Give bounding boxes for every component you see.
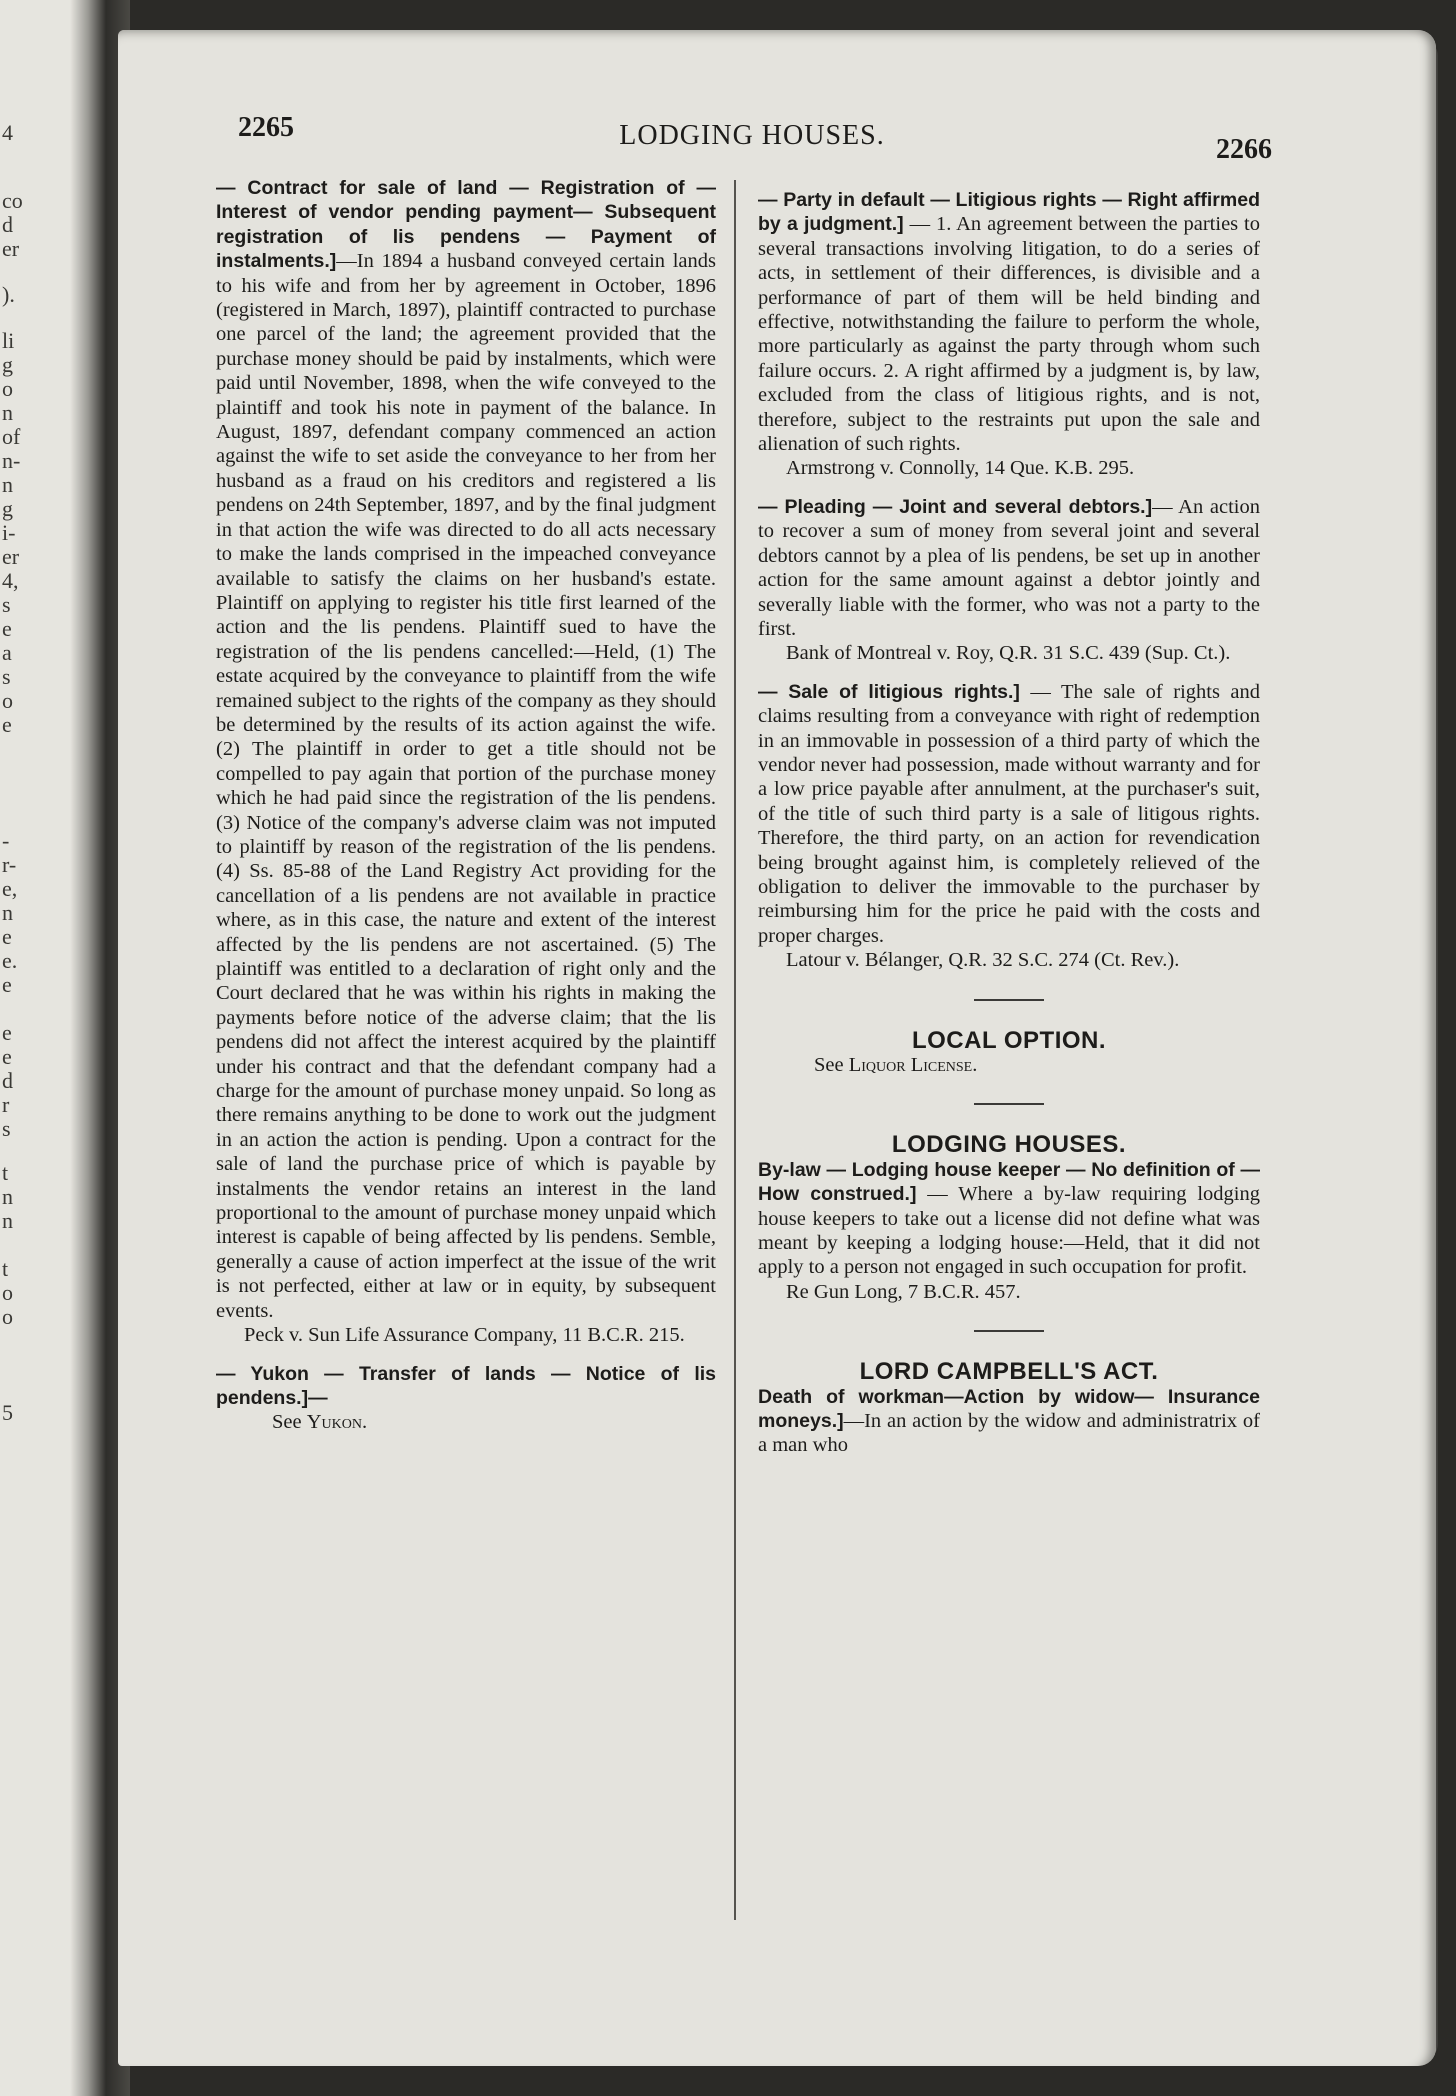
margin-fragment: o	[2, 688, 13, 713]
entry-body: — An action to recover a sum of money from several joint and several debtors cannot by a plea of lis pendens, be set up in another action for the same amount against a debtor jointly and severally liable with the former, who was not a party to the first.	[758, 495, 1260, 640]
margin-fragment: n	[2, 400, 13, 425]
margin-fragment: o	[2, 1304, 13, 1329]
margin-fragment: e	[2, 616, 12, 641]
margin-fragment: n	[2, 1208, 13, 1233]
entry-heading: — Contract for sale of land — Registration of — Interest of vendor pending payment— Subsequent registration of lis pendens — Payment of instalments.]	[216, 177, 716, 273]
margin-fragment: 4	[2, 120, 13, 145]
see-target: Liquor License.	[848, 1054, 978, 1076]
entry-body: — The sale of rights and claims resulting from a conveyance with right of redemption in an immovable in possession of a third party of which the vendor never had possession, made without warranty and for a low price payable after annulment, at the purchaser's suit, of the title of such third party is a sale of litigous rights. Therefore, the third party, on an action for revendication being brought against him, is completely relieved of the obligation to deliver the immovable to the purchaser by reimbursing him for the price he paid with the costs and proper charges.	[758, 680, 1261, 947]
margin-fragment: e.	[2, 948, 18, 973]
entry-body: —In 1894 a husband conveyed certain lands to his wife and from her by agreement in October, 1896 (registered in March, 1897), plaintiff contracted to purchase one parcel of the land; the agreement provided that the purchase money should be paid by instalments, which were paid until November, 1898, when the wife conveyed to the plaintiff and took his note in payment of the balance. In August, 1897, defendant company commenced an action against the wife to set aside the conveyance to her from her husband as a fraud on his creditors and registered a lis pendens on 24th September, 1897, and by the final judgment in that action the wife was directed to do all acts necessary to make the lands comprised in the impeached conveyance available to satisfy the claims on her husband's estate. Plaintiff on applying to register his title first learned of the action and the lis pendens. Plaintiff sued to have the registration of the lis pendens cancelled:—Held, (1) The estate acquired by the conveyance to plaintiff from the wife remained subject to the rights of the company as they should be determined by the results of its action against the wife. (2) The plaintiff in order to get a title should not be compelled to pay again that portion of the purchase money which he had paid since the registration of the lis pendens. (3) Notice of the company's adverse claim was not imputed to plaintiff by reason of the registration of the lis pendens. (4) Ss. 85-88 of the Land Registry Act providing for the cancellation of a lis pendens are not available in practice where, as in this case, the nature and extent of the interest affected by the lis pendens are not ascertained. (5) The plaintiff was entitled to a declaration of right only and the Court declared that he was within his rights in making the payments before notice of the adverse claim; that the lis pendens did not affect the interest acquired by the plaintiff under his contract and that the defendant company had a charge for the amount of purchase money unpaid. So long as there remains anything to be done to work out the judgment in an action the action is pending. Upon a contract for the sale of land the purchase price of which is payable by instalments the vendor retains an interest in the land proportional to the amount of purchase money unpaid which interest is capable of being affected by lis pendens. Semble, generally a cause of action imperfect at the issue of the writ is not perfected, either at law or in equity, by subsequent events.	[216, 250, 716, 1322]
entry-heading: — Party in default — Litigious rights — Right affirmed by a judgment.]	[758, 189, 1260, 236]
margin-fragment: t	[2, 1256, 9, 1281]
margin-fragment: li	[2, 328, 15, 353]
see-target: Yukon.	[306, 1411, 368, 1434]
entry-contract-sale-land	[216, 176, 716, 1348]
entry-heading: By-law — Lodging house keeper — No definition of — How construed.]	[758, 1158, 1260, 1206]
entry-heading: — Pleading — Joint and several debtors.]	[758, 495, 1153, 518]
entry-citation: Latour v. Bélanger, Q.R. 32 S.C. 274 (Ct. Rev.).	[786, 949, 1180, 972]
left-column	[216, 176, 716, 1449]
entry-text	[758, 495, 1260, 641]
margin-fragment: a	[2, 640, 12, 665]
margin-fragment: 4,	[2, 568, 19, 593]
entry-sale-litigious	[758, 680, 1260, 973]
entry-body: —In an action by the widow and administratrix of a man who	[758, 1410, 1260, 1457]
entry-text	[758, 1385, 1260, 1458]
margin-fragment: o	[2, 1280, 13, 1305]
margin-fragment: ).	[2, 282, 15, 307]
margin-fragment: o	[2, 376, 13, 401]
margin-fragment: e	[2, 924, 12, 949]
margin-fragment: n-	[2, 448, 21, 473]
margin-fragment: of	[2, 424, 21, 449]
entry-pleading	[758, 495, 1260, 666]
margin-fragment: -	[2, 828, 10, 853]
entry-citation: Bank of Montreal v. Roy, Q.R. 31 S.C. 439 (Sup. Ct.).	[786, 642, 1231, 665]
margin-fragment: s	[2, 664, 11, 689]
entry-body: — Where a by-law requiring lodging house keepers to take out a license did not define what was meant by keeping a lodging house:—Held, that it did not apply to a person not engaged in such occupation for profit.	[758, 1183, 1260, 1279]
entry-by-law	[758, 1158, 1260, 1304]
margin-fragment: e,	[2, 876, 18, 901]
margin-fragment: d	[2, 212, 13, 237]
margin-fragment: t	[2, 1160, 9, 1185]
section-title-lord-campbell: LORD CAMPBELL'S ACT.	[859, 1358, 1159, 1386]
section-title-local-option: LOCAL OPTION.	[911, 1026, 1107, 1054]
margin-fragment: e	[2, 1044, 12, 1069]
margin-fragment: e	[2, 972, 12, 997]
section-rule	[974, 1103, 1044, 1105]
entry-citation: Armstrong v. Connolly, 14 Que. K.B. 295.	[786, 457, 1135, 480]
entry-citation: Peck v. Sun Life Assurance Company, 11 B.C.R. 215.	[244, 1324, 685, 1347]
entry-party-in-default	[758, 188, 1260, 481]
margin-fragment: g	[2, 496, 13, 521]
margin-fragment: s	[2, 592, 11, 617]
entry-death-of-workman	[758, 1385, 1260, 1458]
margin-fragment: n	[2, 1184, 13, 1209]
margin-fragment: n	[2, 472, 13, 497]
section-rule	[974, 1330, 1044, 1332]
margin-fragment: 5	[2, 1400, 13, 1425]
margin-fragment: r-	[2, 852, 17, 877]
margin-fragment: er	[2, 544, 20, 569]
see-reference: See Liquor License.	[814, 1054, 978, 1076]
section-title-lodging-houses: LODGING HOUSES.	[891, 1131, 1127, 1159]
entry-text	[758, 680, 1260, 948]
entry-body: — 1. An agreement between the parties to several transactions involving litigation, to do a series of acts, in settlement of their differences, is divisible and a performance of part of them will be held binding and effective, notwithstanding the failure to perform the whole, more particularly as against the party through whom such failure occurs. 2. A right affirmed by a judgment is, by law, excluded from the class of litigious rights, and is not, therefore, subject to the restraints put upon the sale and alienation of such rights.	[758, 213, 1260, 456]
margin-fragment: i-	[2, 520, 16, 545]
margin-fragment: e	[2, 712, 12, 737]
page-number-right: 2266	[1216, 134, 1272, 165]
right-column	[758, 188, 1260, 1472]
entry-heading: — Sale of litigious rights.]	[758, 680, 1020, 703]
running-title: LODGING HOUSES.	[619, 120, 885, 151]
entry-text	[758, 1158, 1260, 1280]
entry-text	[216, 176, 716, 1323]
entry-citation: Re Gun Long, 7 B.C.R. 457.	[786, 1280, 1021, 1303]
entry-yukon	[216, 1362, 716, 1435]
entry-heading: — Yukon — Transfer of lands — Notice of lis pendens.]—	[216, 1362, 716, 1409]
margin-fragment: co	[2, 188, 23, 213]
section-rule	[974, 999, 1044, 1001]
margin-fragment: s	[2, 1116, 11, 1141]
page-header	[232, 112, 1272, 165]
margin-fragment: g	[2, 352, 13, 377]
page-number-left: 2265	[238, 112, 294, 143]
margin-fragment: n	[2, 900, 13, 925]
entry-text	[758, 188, 1260, 456]
see-reference: See Yukon.	[272, 1411, 368, 1434]
entry-heading: Death of workman—Action by widow— Insurance moneys.]	[758, 1385, 1260, 1433]
column-divider	[734, 180, 736, 1920]
margin-fragment: r	[2, 1092, 10, 1117]
margin-fragment: er	[2, 236, 20, 261]
margin-fragment: e	[2, 1020, 12, 1045]
margin-fragment: d	[2, 1068, 13, 1093]
